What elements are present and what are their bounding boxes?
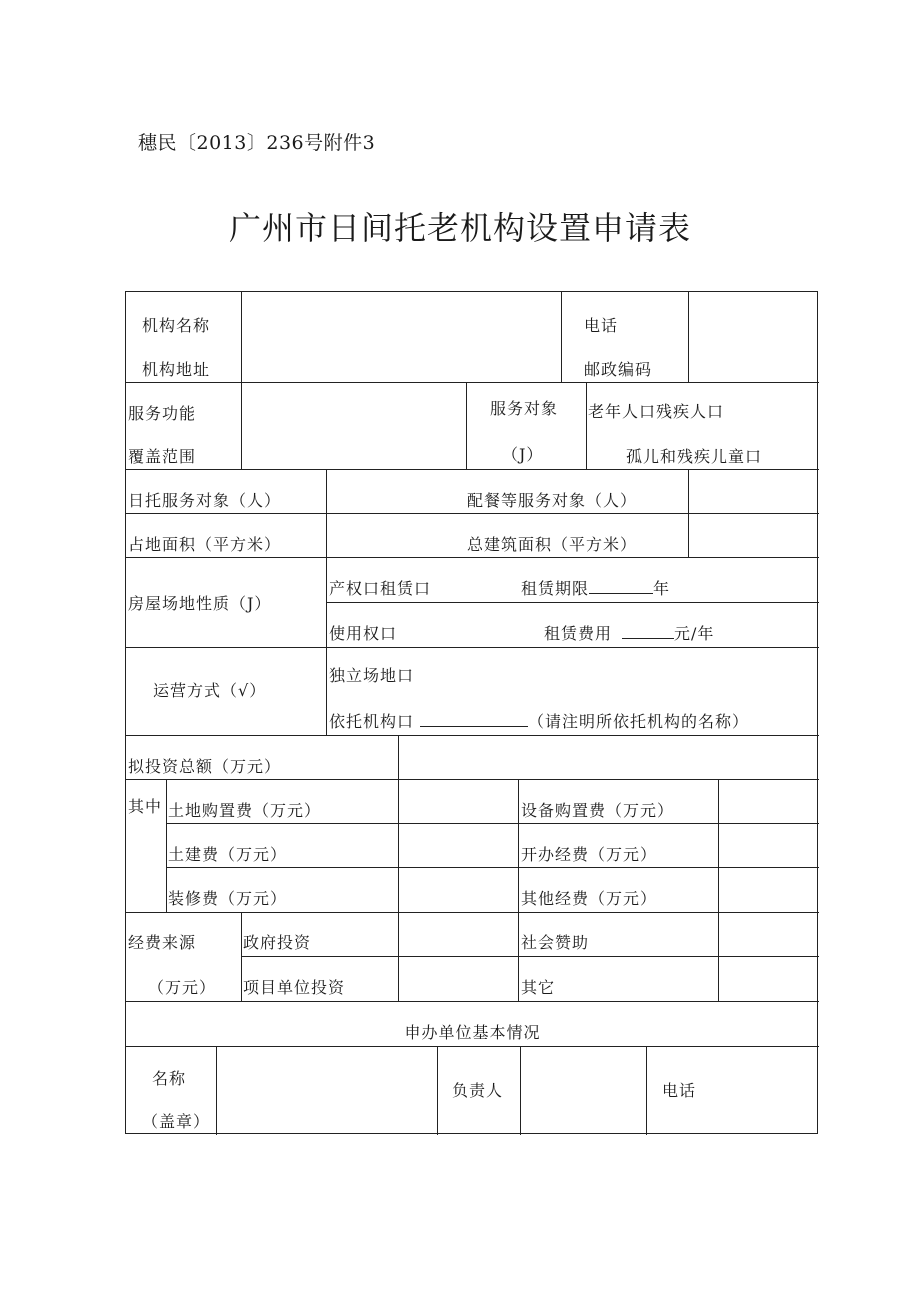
funding-source-label: 经费来源 (128, 933, 197, 952)
col-divider (561, 292, 562, 382)
property-options[interactable]: 产权口租赁口 (329, 579, 432, 598)
funding-unit-label: （万元） (148, 978, 217, 997)
phone-field[interactable] (689, 293, 817, 337)
land-purchase-label: 土地购置费（万元） (168, 801, 322, 820)
equipment-purchase-label: 设备购置费（万元） (521, 801, 675, 820)
building-area-field[interactable] (689, 514, 817, 556)
document-reference: 穗民〔2013〕236号附件3 (138, 132, 376, 154)
startup-cost-label: 开办经费（万元） (521, 845, 658, 864)
col-divider (241, 912, 242, 1001)
of-which-label: 其中 (128, 797, 163, 816)
org-address-field[interactable] (242, 338, 560, 381)
day-care-count-label: 日托服务对象（人） (128, 491, 282, 510)
lease-term[interactable] (521, 579, 670, 599)
row-divider (326, 602, 819, 603)
responsible-person-field[interactable] (521, 1047, 645, 1133)
decoration-label: 装修费（万元） (168, 889, 288, 908)
row-divider (126, 382, 819, 383)
applicant-phone-field[interactable] (732, 1047, 817, 1133)
day-care-count-field[interactable] (327, 470, 465, 512)
land-area-label: 占地面积（平方米） (128, 535, 282, 554)
social-sponsorship-label: 社会赞助 (521, 933, 590, 952)
service-target-mark: （J） (502, 445, 544, 464)
org-name-label: 机构名称 (142, 316, 211, 335)
decoration-field[interactable] (399, 868, 517, 911)
coverage-label: 覆盖范围 (128, 447, 197, 466)
operation-mode-label: 运营方式（√） (153, 681, 267, 700)
phone-label: 电话 (584, 316, 619, 335)
other-cost-label: 其他经费（万元） (521, 889, 658, 908)
col-divider (437, 1046, 438, 1135)
government-investment-field[interactable] (399, 913, 517, 955)
independent-site-option[interactable]: 独立场地口 (329, 666, 415, 685)
service-function-label: 服务功能 (128, 404, 197, 423)
project-unit-investment-field[interactable] (399, 957, 517, 1000)
applicant-name-label: 名称 (152, 1069, 187, 1088)
applicant-section-title: 申办单位基本情况 (404, 1023, 541, 1042)
startup-cost-field[interactable] (719, 824, 817, 866)
target-options-line2[interactable]: 孤儿和残疾儿童口 (626, 447, 763, 466)
col-divider (586, 382, 587, 469)
meal-service-count-label: 配餐等服务对象（人） (467, 491, 638, 510)
form-title: 广州市日间托老机构设置申请表 (228, 209, 691, 247)
other-funding-field[interactable] (719, 957, 817, 1000)
project-unit-investment-label: 项目单位投资 (243, 978, 346, 997)
land-purchase-field[interactable] (399, 780, 517, 822)
lease-term-label: 租赁期限 (521, 579, 590, 598)
col-divider (466, 382, 467, 469)
org-address-label: 机构地址 (142, 360, 211, 379)
other-funding-label: 其它 (521, 978, 556, 997)
use-right-option[interactable]: 使用权口 (329, 624, 398, 643)
applicant-name-field[interactable] (217, 1047, 436, 1133)
row-divider (126, 647, 819, 648)
total-investment-label: 拟投资总额（万元） (128, 757, 282, 776)
lease-cost-label: 租赁费用 (544, 624, 613, 643)
construction-field[interactable] (399, 824, 517, 866)
col-divider (646, 1046, 647, 1135)
col-divider (166, 779, 167, 912)
lease-cost-unit: 元/年 (674, 624, 715, 643)
postcode-label: 邮政编码 (584, 360, 653, 379)
affiliated-org-label: 依托机构口 (329, 712, 415, 731)
meal-service-count-field[interactable] (689, 470, 817, 512)
affiliated-org-option[interactable] (329, 712, 749, 732)
target-options-line1[interactable]: 老年人口残疾人口 (588, 402, 725, 421)
row-divider (126, 1001, 819, 1002)
government-investment-label: 政府投资 (243, 933, 312, 952)
application-form-table (125, 291, 818, 1134)
lease-cost[interactable] (544, 624, 714, 644)
other-cost-field[interactable] (719, 868, 817, 911)
col-divider (518, 779, 519, 1001)
social-sponsorship-field[interactable] (719, 913, 817, 955)
org-name-field[interactable] (242, 293, 560, 337)
equipment-purchase-field[interactable] (719, 780, 817, 822)
total-investment-field[interactable] (399, 736, 817, 778)
service-target-label: 服务对象 (490, 399, 559, 418)
building-area-label: 总建筑面积（平方米） (467, 535, 638, 554)
construction-label: 土建费（万元） (168, 845, 288, 864)
postcode-field[interactable] (689, 338, 817, 381)
land-area-field[interactable] (327, 514, 465, 556)
applicant-seal-label: （盖章） (142, 1112, 211, 1131)
service-function-field[interactable] (242, 383, 465, 468)
affiliated-org-note: （请注明所依托机构的名称） (528, 712, 750, 731)
applicant-phone-label: 电话 (662, 1081, 697, 1100)
row-divider (126, 557, 819, 558)
property-nature-label: 房屋场地性质（J） (128, 594, 272, 613)
responsible-person-label: 负责人 (452, 1081, 504, 1100)
lease-term-unit: 年 (653, 579, 671, 598)
